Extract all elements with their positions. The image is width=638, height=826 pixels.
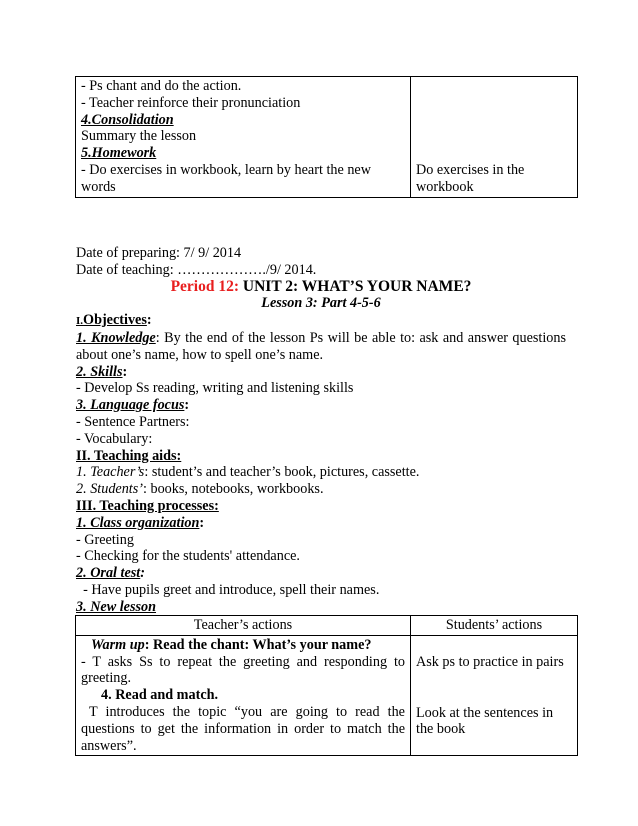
warmup-line bbox=[81, 637, 405, 654]
language-item: - Sentence Partners: bbox=[76, 413, 190, 430]
knowledge-label: 1. Knowledge bbox=[76, 329, 156, 346]
consolidation-heading: 4.Consolidation bbox=[81, 111, 174, 128]
lesson-title: Lesson 3: Part 4-5-6 bbox=[261, 295, 381, 312]
teacher-actions-cell bbox=[76, 77, 411, 198]
skills-heading: 2. Skills: bbox=[76, 363, 128, 380]
class-organization-heading: 1. Class organization: bbox=[76, 514, 205, 531]
table-row bbox=[76, 77, 578, 198]
skills-label: 2. Skills bbox=[76, 363, 123, 380]
warmup-text: : Read the chant: What’s your name? bbox=[144, 636, 372, 653]
knowledge-paragraph bbox=[76, 330, 566, 364]
warmup-teacher-text: - T asks Ss to repeat the greeting and responding to greeting. bbox=[81, 653, 405, 687]
read-student-text: Look at the sentences in the book bbox=[416, 704, 554, 738]
warmup-label: Warm up bbox=[91, 636, 145, 653]
objectives-colon: : bbox=[146, 312, 152, 329]
skills-text: - Develop Ss reading, writing and listening skills bbox=[76, 380, 354, 397]
unit-title: UNIT 2: WHAT’S YOUR NAME? bbox=[242, 277, 472, 295]
period-label: Period 12: bbox=[170, 277, 240, 295]
warmup-student-text: Ask ps to practice in pairs bbox=[416, 653, 564, 670]
teacher-aids-text: : student’s and teacher’s book, pictures, cassette. bbox=[144, 464, 420, 481]
date-teaching: Date of teaching: ………………./9/ 2014. bbox=[76, 261, 317, 278]
activity-table-continued bbox=[75, 76, 578, 198]
column-header-students: Students’ actions bbox=[411, 616, 578, 636]
table-header-row bbox=[76, 616, 578, 636]
teacher-actions-cell bbox=[76, 635, 411, 756]
period-title bbox=[76, 279, 566, 296]
read-match-heading: 4. Read and match. bbox=[101, 687, 219, 704]
activity-line: - Teacher reinforce their pronunciation bbox=[81, 94, 301, 111]
table-row bbox=[76, 635, 578, 756]
students-actions-cell bbox=[411, 77, 578, 198]
homework-text: - Do exercises in workbook, learn by heart the new words bbox=[81, 161, 371, 195]
class-item: - Checking for the students' attendance. bbox=[76, 548, 300, 565]
teacher-aids-label: 1. Teacher’s bbox=[76, 464, 145, 481]
language-heading: 3. Language focus: bbox=[76, 397, 190, 414]
activity-line: - Ps chant and do the action. bbox=[81, 78, 242, 94]
objectives-heading bbox=[76, 312, 566, 330]
students-actions-cell bbox=[411, 635, 578, 756]
teaching-aids-heading: II. Teaching aids: bbox=[76, 447, 182, 464]
date-preparing: Date of preparing: 7/ 9/ 2014 bbox=[76, 245, 242, 261]
oral-test-label: 2. Oral test bbox=[76, 565, 141, 582]
homework-heading: 5.Homework bbox=[81, 145, 157, 162]
read-teacher-text: T introduces the topic “you are going to read the questions to get the information in order to match the answers”. bbox=[81, 703, 405, 754]
student-aids-label: 2. Students’ bbox=[76, 481, 143, 498]
objectives-heading-text: Objectives bbox=[83, 312, 147, 329]
consolidation-text: Summary the lesson bbox=[81, 128, 197, 145]
lesson-plan-body bbox=[76, 245, 566, 616]
lesson-activity-table bbox=[75, 615, 578, 756]
objectives-roman: I. bbox=[76, 315, 84, 328]
student-aids bbox=[76, 481, 566, 498]
class-organization-label: 1. Class organization bbox=[76, 514, 200, 531]
student-aids-text: : books, notebooks, workbooks. bbox=[143, 481, 324, 498]
language-item: - Vocabulary: bbox=[76, 430, 153, 447]
new-lesson-heading: 3. New lesson bbox=[76, 598, 157, 615]
oral-test-heading: 2. Oral test: bbox=[76, 565, 145, 582]
homework-student-text: Do exercises in the workbook bbox=[416, 162, 525, 195]
processes-heading: III. Teaching processes: bbox=[76, 497, 219, 514]
oral-test-text: - Have pupils greet and introduce, spell their names. bbox=[76, 581, 380, 598]
column-header-teacher: Teacher’s actions bbox=[76, 616, 411, 636]
language-label: 3. Language focus bbox=[76, 397, 185, 414]
knowledge-text: : By the end of the lesson Ps will be able to: ask and answer questions about one’s name, how to spell one’s name. bbox=[76, 329, 567, 363]
class-item: - Greeting bbox=[76, 531, 134, 548]
teacher-aids bbox=[76, 464, 566, 481]
